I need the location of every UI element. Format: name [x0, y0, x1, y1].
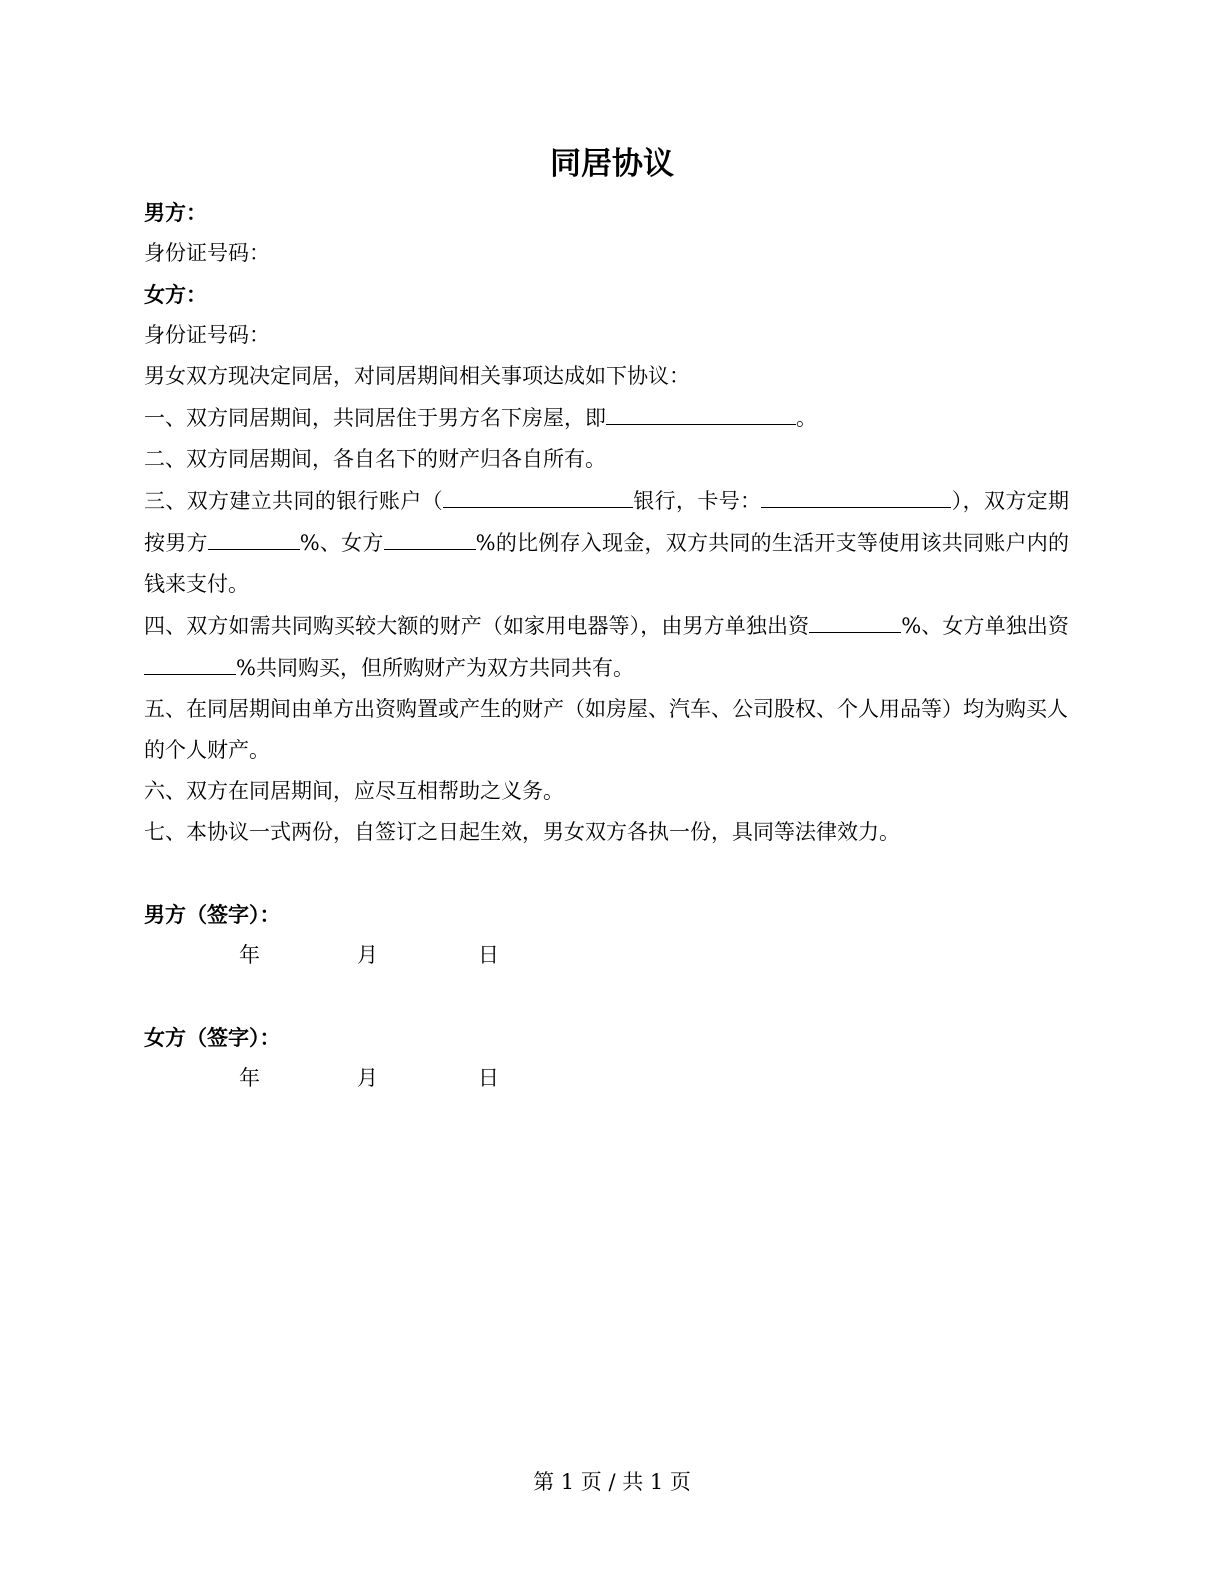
- clause-1-text: 一、双方同居期间，共同居住于男方名下房屋，即: [144, 406, 606, 430]
- female-date-year: 年: [239, 1066, 260, 1090]
- male-signature-label: 男方（签字）：: [144, 902, 281, 927]
- bank-name-blank: [443, 480, 633, 508]
- female-date-day: 日: [478, 1066, 499, 1090]
- male-date-month: 月: [357, 943, 378, 967]
- clause-6: 六、双方在同居期间，应尽互相帮助之义务。: [144, 779, 564, 803]
- male-date-year: 年: [239, 943, 260, 967]
- male-signature-date: [144, 935, 1069, 976]
- clause-3-text-d: %、女方: [299, 531, 384, 555]
- female-signature-date: [144, 1058, 1069, 1099]
- clause-3-text-e: %的比例存入现金，双方共同的生活开支等使用该共同账户内的钱来支付。: [144, 531, 1069, 596]
- address-blank: [606, 397, 796, 425]
- clause-3: [144, 480, 1069, 605]
- clause-5: 五、在同居期间由单方出资购置或产生的财产（如房屋、汽车、公司股权、个人用品等）均为购买人的个人财产。: [144, 697, 1068, 762]
- female-ratio-blank: [384, 522, 476, 550]
- clause-4-text-c: %共同购买，但所购财产为双方共同共有。: [236, 656, 634, 680]
- clause-1: [144, 397, 1069, 439]
- clause-3-text-c: ），双方定期按男方: [144, 489, 1070, 555]
- intro-paragraph: 男女双方现决定同居，对同居期间相关事项达成如下协议：: [144, 364, 690, 388]
- female-party-label: 女方：: [144, 282, 207, 307]
- male-id-label: 身份证号码：: [144, 241, 270, 265]
- female-id-label: 身份证号码：: [144, 323, 270, 347]
- clause-3-text-a: 三、双方建立共同的银行账户（: [144, 489, 443, 513]
- female-contribution-blank: [144, 647, 236, 675]
- page-footer: 第 1 页 / 共 1 页: [533, 1470, 691, 1494]
- male-party-label: 男方：: [144, 200, 207, 225]
- clause-1-end: 。: [796, 406, 817, 430]
- male-ratio-blank: [208, 522, 300, 550]
- male-date-day: 日: [478, 943, 499, 967]
- female-signature-label: 女方（签字）：: [144, 1025, 281, 1050]
- card-number-blank: [761, 480, 951, 508]
- clause-7: 七、本协议一式两份，自签订之日起生效，男女双方各执一份，具同等法律效力。: [144, 820, 900, 844]
- clause-4: [144, 605, 1069, 689]
- female-date-month: 月: [357, 1066, 378, 1090]
- clause-4-text-a: 四、双方如需共同购买较大额的财产（如家用电器等），由男方单独出资: [144, 614, 810, 638]
- male-contribution-blank: [809, 605, 901, 633]
- document-title: 同居协议: [550, 146, 674, 182]
- clause-4-text-b: %、女方单独出资: [901, 614, 1069, 638]
- clause-2: 二、双方同居期间，各自名下的财产归各自所有。: [144, 447, 606, 471]
- clause-3-text-b: 银行，卡号：: [632, 489, 762, 513]
- document-body: [144, 192, 1069, 1099]
